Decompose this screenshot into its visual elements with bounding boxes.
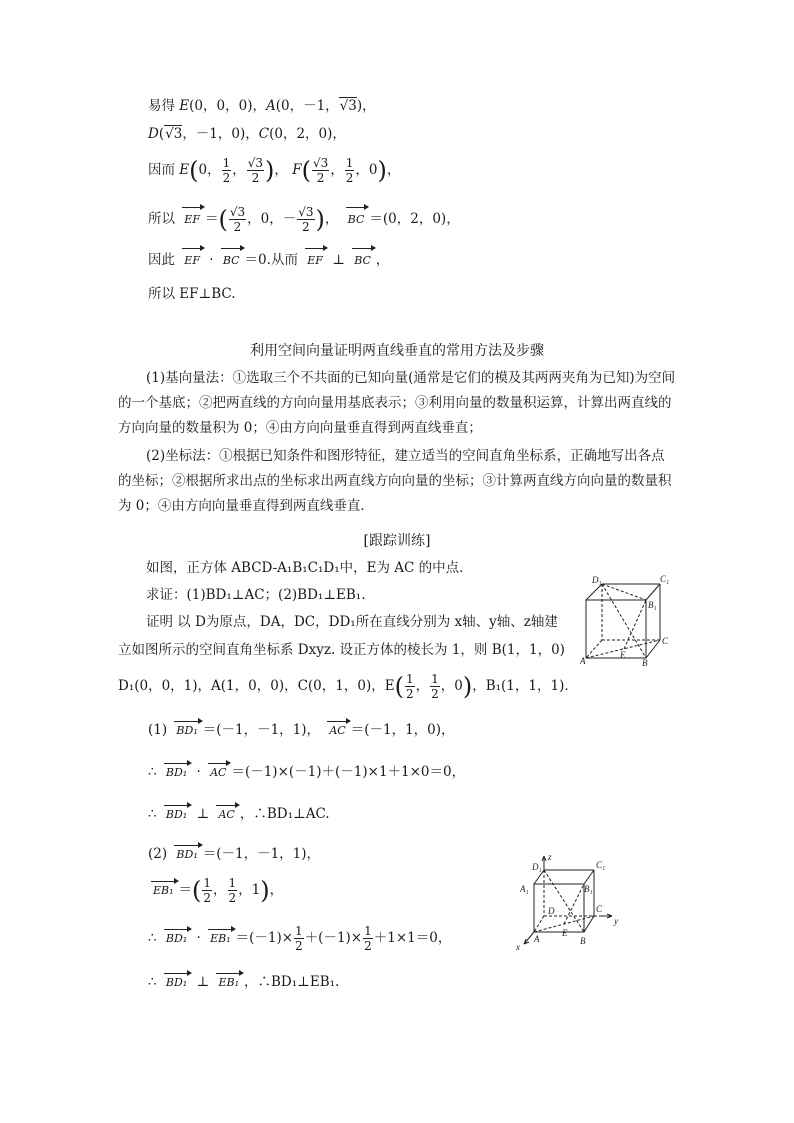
label2-A: A [534, 934, 540, 944]
label2-B1: B₁ [584, 884, 593, 894]
proof-line-3: D₁(0，0，1)，A(1，0，0)，C(0，1，0)，E( $\frac{1}{2}$ ， $\frac{1}{2}$ ，0)，B₁(1，1，1)． [118, 672, 578, 701]
line-vector-ef: 所以 EF ＝( $\frac{√3}{2}$ ，0，－ $\frac{√3}{2}$ )， BC ＝(0，2，0)， [148, 205, 460, 234]
axis-x: x [516, 942, 520, 952]
line-coords-3: 因而 E(0， $\frac{1}{2}$ ， $\frac{√3}{2}$ )， F( $\frac{√3}{2}$ ， $\frac{1}{2}$ ，0)， [148, 156, 401, 185]
label2-B: B [580, 936, 586, 946]
step1-dot: ∴ BD₁ · AC ＝(－1)×(－1)＋(－1)×1＋1×0＝0， [148, 764, 466, 780]
label2-A1: A₁ [520, 884, 529, 894]
line-dot-product: 因此 EF · BC ＝0.从而 EF ⊥ BC ， [148, 250, 389, 271]
label-B: B [642, 658, 648, 666]
step2-dot: ∴ BD₁ · EB₁ ＝(－1)× $\frac{1}{2}$ ＋(－1)× $\frac{1}{2}$ ＋1×1＝0， [148, 924, 452, 953]
step1-vectors: (1) BD₁ ＝(－1，－1，1)， AC ＝(－1，1，0)， [148, 722, 455, 738]
proof-line-2: 立如图所示的空间直角坐标系 Dxyz. 设正方体的棱长为 1，则 B(1，1，0) [118, 642, 565, 658]
training-title: [跟踪训练] [363, 533, 431, 549]
label2-C: C [596, 904, 603, 914]
step1-conclusion: ∴ BD₁ ⊥ AC ，∴BD₁⊥AC. [148, 806, 330, 822]
cube-figure-2 [512, 852, 624, 952]
prove-statement: 求证：(1)BD₁⊥AC；(2)BD₁⊥EB₁. [146, 587, 366, 603]
label2-C1: C₁ [596, 860, 606, 870]
axis-y: y [614, 916, 618, 926]
step2-vectors: (2) BD₁ ＝(－1，－1，1)， [148, 846, 321, 862]
problem-statement: 如图，正方体 ABCD-A₁B₁C₁D₁中，E为 AC 的中点． [146, 560, 473, 576]
line-coords-2: D(√3，－1，0)，C(0，2，0)， [148, 126, 346, 142]
method-paragraph-2: (2)坐标法：①根据已知条件和图形特征，建立适当的空间直角坐标系，正确地写出各点的坐标；②根据所求出点的坐标求出两直线方向向量的坐标；③计算两直线方向向量的数量积为 0；④由方向向量垂直得到两直线垂直． [118, 448, 672, 514]
line-coords-1: 易得 E(0，0，0)，A(0，－1，√3)， [148, 98, 376, 114]
label-A: A [580, 656, 586, 666]
line-conclusion: 所以 EF⊥BC. [148, 286, 236, 302]
proof-line-1: 证明 以 D为原点，DA，DC，DD₁所在直线分别为 x轴、y轴、z轴建 [146, 614, 558, 630]
axis-z: z [548, 852, 552, 862]
label-B1: B₁ [648, 600, 657, 610]
label-D1: D₁ [592, 575, 602, 585]
method-paragraph-1: (1)基向量法：①选取三个不共面的已知向量(通常是它们的模及其两两夹角为已知)为空间的一个基底；②把两直线的方向向量用基底表示；③利用向量的数量积运算，计算出两直线的方向向量的数量积为 0；④由方向向量垂直得到两直线垂直； [118, 370, 676, 436]
step2-conclusion: ∴ BD₁ ⊥ EB₁ ，∴BD₁⊥EB₁. [148, 974, 340, 990]
cube-figure-1 [580, 572, 672, 666]
label2-D1: D₁ [532, 862, 542, 872]
label-E: E [620, 650, 626, 660]
step2-eb1: EB₁ ＝( $\frac{1}{2}$ ， $\frac{1}{2}$ ，1)， [153, 876, 284, 905]
label2-D: D [548, 906, 555, 916]
label-C1: C₁ [660, 574, 670, 584]
label-C: C [662, 636, 669, 646]
label2-E: E [562, 928, 568, 938]
method-title: 利用空间向量证明两直线垂直的常用方法及步骤 [250, 343, 544, 359]
